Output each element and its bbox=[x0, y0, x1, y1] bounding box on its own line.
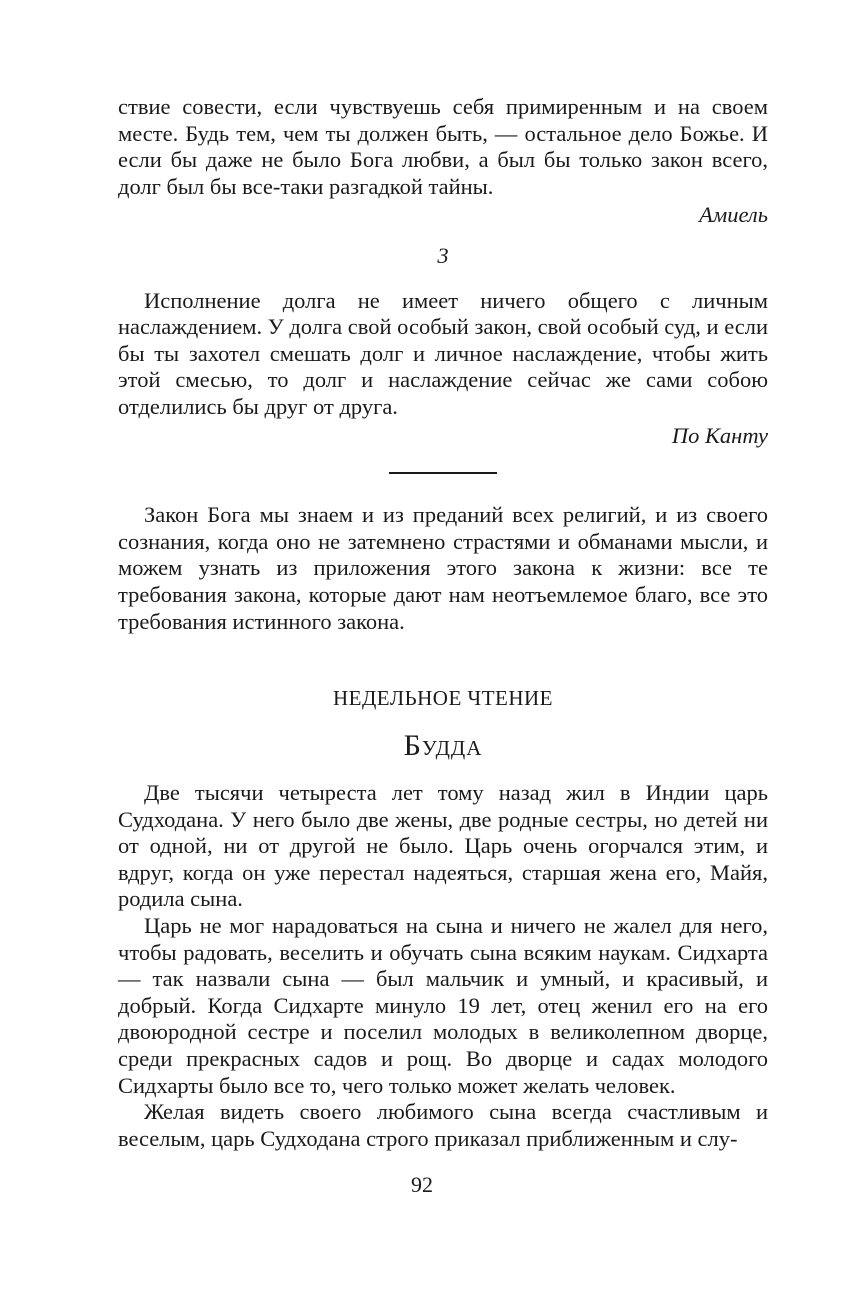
paragraph-buddha-2: Царь не мог нарадоваться на сына и ничего не жалел для него, чтобы радовать, веселить и обучать сына всяким наукам. Сидхарта — так назвали сына — был мальчик и умный, и красивый, и добрый. Когда Сидхарте минуло 19 лет, отец женил его на его двоюродной сестре и поселил молодых в великолепном дворце, среди прекрасных садов и рощ. Во дворце и садах молодого Сидхарты было все то, чего только может желать человек. bbox=[118, 913, 768, 1098]
paragraph-duty: Исполнение долга не имеет ничего общего с личным наслаждением. У долга свой особый закон, свой особый суд, и если бы ты захотел смешать долг и личное наслаждение, чтобы жить этой смесью, то долг и наслаждение сейчас же сами собою отделились бы друг от друга. bbox=[118, 287, 768, 419]
page-number: 92 bbox=[411, 1172, 433, 1197]
section-divider bbox=[389, 472, 497, 474]
paragraph-buddha-1: Две тысячи четыреста лет тому назад жил в Индии царь Судходана. У него было две жены, две родные сестры, но детей ни от одной, ни от другой не было. Царь очень огорчался этим, и вдруг, когда он уже перестал надеяться, старшая жена его, Майя, родила сына. bbox=[118, 780, 768, 912]
section-number: 3 bbox=[437, 242, 449, 268]
chapter-title: Будда bbox=[403, 729, 483, 763]
weekly-reading-heading: НЕДЕЛЬНОЕ ЧТЕНИЕ bbox=[332, 686, 554, 711]
attribution-amiel: Амиель bbox=[699, 202, 768, 228]
paragraph-buddha-3: Желая видеть своего любимого сына всегда счастливым и веселым, царь Судходана строго приказал приближенным и слу- bbox=[118, 1099, 768, 1151]
attribution-kant: По Канту bbox=[671, 422, 768, 448]
page-body bbox=[118, 94, 768, 1152]
paragraph-continued: ствие совести, если чувствуешь себя примиренным и на своем месте. Будь тем, чем ты должен быть, — остальное дело Божье. И если бы даже не было Бога любви, а был бы только закон всего, долг был бы все-таки разгадкой тайны. bbox=[118, 94, 768, 199]
paragraph-law: Закон Бога мы знаем и из преданий всех религий, и из своего сознания, когда оно не затемнено страстями и обманами мысли, и можем узнать из приложения этого закона к жизни: все те требования закона, которые дают нам неотъемлемое благо, все это требования истинного закона. bbox=[118, 502, 768, 634]
